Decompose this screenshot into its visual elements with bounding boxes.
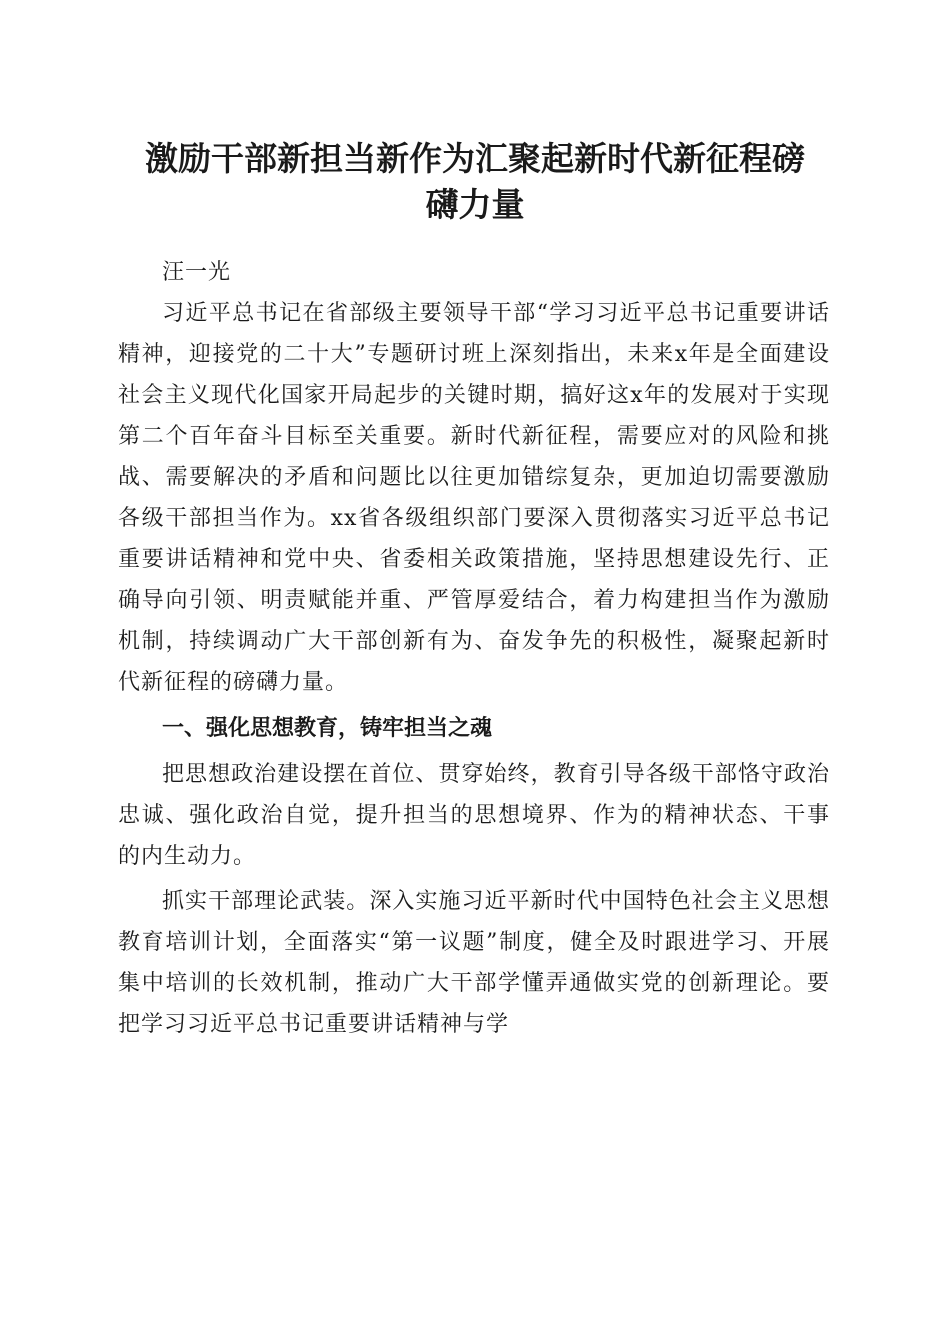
section-1-paragraph-2: 抓实干部理论武装。深入实施习近平新时代中国特色社会主义思想教育培训计划，全面落实“第一议题”制度，健全及时跟进学习、开展集中培训的长效机制，推动广大干部学懂弄通做实党的创新理论。要把学习习近平总书记重要讲话精神与学 — [118, 889, 830, 1037]
intro-paragraph: 习近平总书记在省部级主要领导干部“学习习近平总书记重要讲话精神，迎接党的二十大”专题研讨班上深刻指出，未来x年是全面建设社会主义现代化国家开局起步的关键时期，搞好这x年的发展对于实现第二个百年奋斗目标至关重要。新时代新征程，需要应对的风险和挑战、需要解决的矛盾和问题比以往更加错综复杂，更加迫切需要激励各级干部担当作为。xx省各级组织部门要深入贯彻落实习近平总书记重要讲话精神和党中央、省委相关政策措施，坚持思想建设先行、正确导向引领、明责赋能并重、严管厚爱结合，着力构建担当作为激励机制，持续调动广大干部创新有为、奋发争先的积极性，凝聚起新时代新征程的磅礴力量。 — [118, 301, 830, 695]
section-heading-1: 一、强化思想教育，铸牢担当之魂 — [162, 716, 493, 741]
document-title — [110, 136, 840, 228]
author-name: 汪一光 — [162, 260, 232, 285]
document-body — [118, 252, 830, 1045]
section-1-paragraph-1: 把思想政治建设摆在首位、贯穿始终，教育引导各级干部恪守政治忠诚、强化政治自觉，提升担当的思想境界、作为的精神状态、干事的内生动力。 — [118, 762, 830, 869]
title-line-2: 礴力量 — [425, 185, 525, 224]
title-line-1: 激励干部新担当新作为汇聚起新时代新征程磅 — [145, 139, 805, 178]
